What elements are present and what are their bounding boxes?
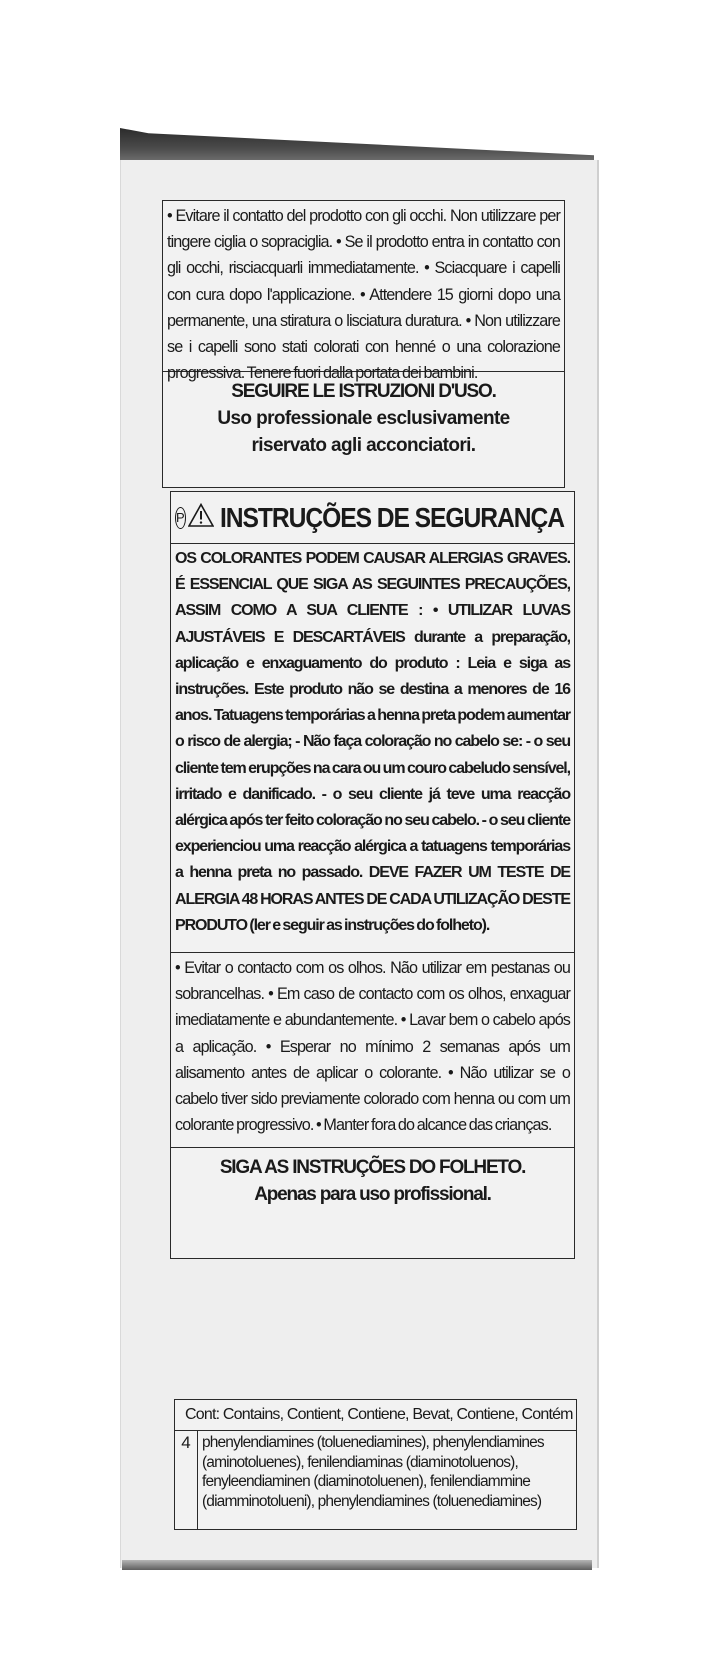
portugal-language-badge: P bbox=[175, 507, 186, 529]
italian-safety-panel bbox=[162, 200, 565, 488]
portuguese-safety-panel bbox=[170, 491, 575, 1259]
portuguese-instructions-line-1: SIGA AS INSTRUÇÕES DO FOLHETO. bbox=[219, 1157, 526, 1178]
portuguese-instructions-section bbox=[171, 1148, 574, 1256]
portuguese-title-row bbox=[171, 492, 574, 544]
contents-row bbox=[175, 1431, 576, 1529]
italian-instructions-line-1: SEGUIRE LE ISTRUZIONI D'USO. bbox=[231, 381, 496, 402]
contents-header: Cont: Contains, Contient, Contiene, Bevat, Contiene, Contém bbox=[175, 1400, 576, 1431]
italian-instructions-section bbox=[163, 372, 564, 486]
italian-warnings-section bbox=[163, 201, 564, 383]
portuguese-safety-title: INSTRUÇÕES DE SEGURANÇA bbox=[219, 501, 564, 533]
portuguese-warnings-section bbox=[171, 953, 574, 1148]
italian-warnings-text: • Evitare il contatto del prodotto con gli occhi. Non utilizzare per tingere ciglia o sopraciglia. • Se il prodotto entra in contatto con gli occhi, risciacquarli immediatamente. • Sciacquare i capelli con cura dopo l'applicazione. • Attendere 15 giorni dopo una permanente, una stiratura o lisciatura duratura. • Non utilizzare se i capelli sono stati colorati con henné o una colorazione progressiva. Tenere fuori dalla portata dei bambini. bbox=[167, 207, 560, 383]
italian-instructions-line-2: Uso professionale esclusivamente bbox=[217, 408, 510, 429]
italian-instructions-line-3: riservato agli acconciatori. bbox=[251, 435, 476, 456]
contents-number: 4 bbox=[175, 1431, 198, 1529]
portuguese-allergy-warning-text: OS COLORANTES PODEM CAUSAR ALERGIAS GRAVES. É ESSENCIAL QUE SIGA AS SEGUINTES PRECAUÇÕES, ASSIM COMO A SUA CLIENTE : • UTILIZAR LUVAS AJUSTÁVEIS E DESCARTÁVEIS durante a preparação, aplicação e enxaguamento do produto : Leia e siga as instruções. Este produto não se destina a menores de 16 anos. Tatuagens temporárias a henna preta podem aumentar o risco de alergia; - Não faça coloração no cabelo se: - o seu cliente tem erupções na cara ou um couro cabeludo sensível, irritado e danificado. - o seu cliente já teve uma reacção alérgica após ter feito coloração no seu cabelo. - o seu cliente experienciou uma reacção alérgica a tatuagens temporárias a henna preta no passado. DEVE FAZER UM TESTE DE ALERGIA 48 HORAS ANTES DE CADA UTILIZAÇÃO DESTE PRODUTO (ler e seguir as instruções do folheto). bbox=[175, 550, 570, 934]
portuguese-allergy-section bbox=[171, 544, 574, 953]
contents-table bbox=[174, 1399, 577, 1530]
contents-ingredients: phenylendiamines (toluenediamines), phenylendiamines (aminotoluenes), fenilendiaminas (diaminotoluenos), fenyleendiaminen (diaminotoluenen), fenilendiammine (diamminotolueni), phenylendiamines (toluenediamines) bbox=[202, 1434, 544, 1510]
warning-triangle-icon bbox=[188, 503, 214, 532]
box-bottom-flap bbox=[122, 1560, 592, 1570]
portuguese-instructions-line-2: Apenas para uso profissional. bbox=[254, 1184, 491, 1205]
portuguese-warnings-text: • Evitar o contacto com os olhos. Não utilizar em pestanas ou sobrancelhas. • Em caso de contacto com os olhos, enxaguar imediatamente e abundantemente. • Lavar bem o cabelo após a aplicação. • Esperar no mínimo 2 semanas após um alisamento antes de aplicar o colorante. • Não utilizar se o cabelo tiver sido previamente colorado com henna ou com um colorante progressivo. • Manter fora do alcance das crianças. bbox=[175, 959, 570, 1135]
